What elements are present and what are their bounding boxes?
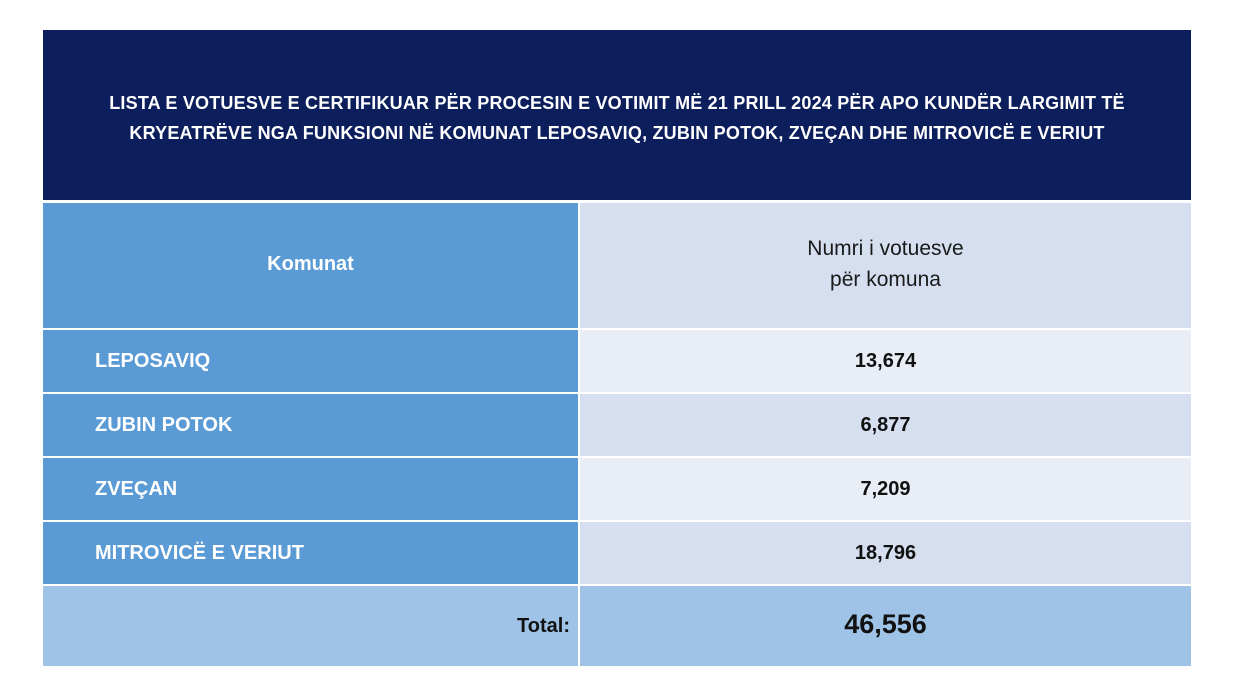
title-line-1: LISTA E VOTUESVE E CERTIFIKUAR PËR PROCESIN E VOTIMIT MË 21 PRILL 2024 PËR APO KUNDËR LARGIMIT TË — [109, 93, 1125, 113]
voters-count: 7,209 — [860, 477, 911, 500]
municipality-cell — [43, 522, 580, 584]
header-municipality-label: Komunat — [267, 253, 354, 275]
table-row — [43, 394, 1191, 458]
voters-cell — [580, 458, 1191, 520]
header-voters-label-line-2: për komuna — [830, 267, 941, 291]
title-line-2: KRYEATRËVE NGA FUNKSIONI NË KOMUNAT LEPOSAVIQ, ZUBIN POTOK, ZVEÇAN DHE MITROVICË E VERIUT — [129, 123, 1105, 143]
municipality-cell — [43, 394, 580, 456]
table-row — [43, 330, 1191, 394]
voters-count: 13,674 — [854, 349, 917, 372]
municipality-name: LEPOSAVIQ — [95, 349, 211, 372]
header-voters-label-line-1: Numri i votuesve — [807, 236, 964, 260]
voters-cell — [580, 330, 1191, 392]
municipality-name: MITROVICË E VERIUT — [95, 541, 304, 564]
voters-count: 18,796 — [854, 541, 917, 564]
municipality-name: ZUBIN POTOK — [95, 413, 233, 436]
title-banner — [43, 30, 1191, 200]
header-voters — [580, 203, 1191, 328]
table-total-row — [43, 586, 1191, 666]
table-row — [43, 522, 1191, 586]
total-value-cell — [580, 586, 1191, 666]
voters-cell — [580, 522, 1191, 584]
voters-count: 6,877 — [860, 413, 911, 436]
table-row — [43, 458, 1191, 522]
municipality-cell — [43, 458, 580, 520]
municipality-name: ZVEÇAN — [95, 477, 178, 500]
table-header-row — [43, 203, 1191, 330]
municipality-cell — [43, 330, 580, 392]
total-label-cell — [43, 586, 580, 666]
total-value: 46,556 — [844, 608, 927, 639]
voters-cell — [580, 394, 1191, 456]
header-municipality — [43, 203, 580, 328]
total-label: Total: — [517, 614, 570, 637]
voters-table — [43, 203, 1191, 666]
